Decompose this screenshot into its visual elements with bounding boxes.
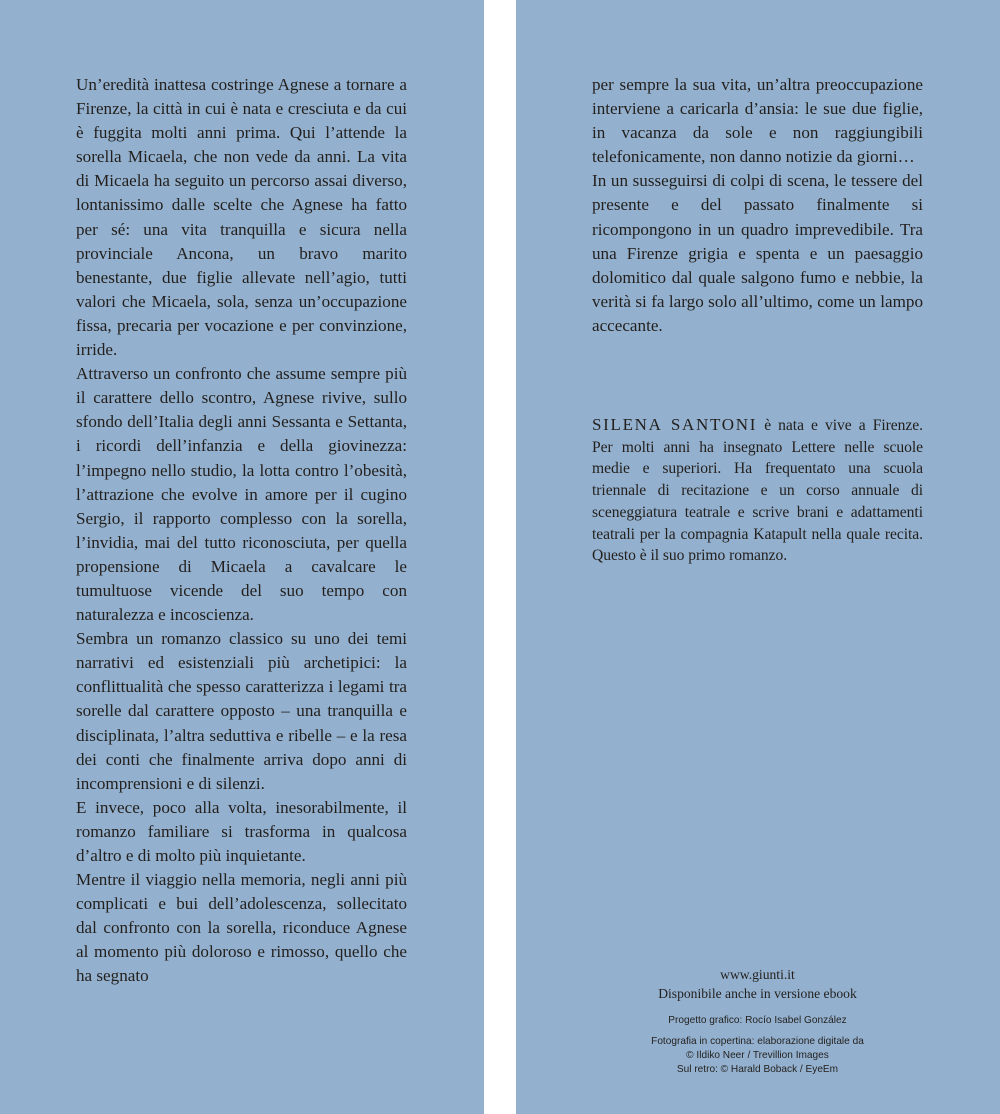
synopsis-paragraph-4: E invece, poco alla volta, inesorabilmente, il romanzo familiare si trasforma in qualcosa d’altro e di molto più inquietante. — [76, 797, 407, 865]
cover-photo-credit-line-2: © Ildiko Neer / Trevillion Images — [686, 1050, 829, 1061]
left-flap — [0, 0, 484, 1114]
ebook-note: Disponibile anche in versione ebook — [658, 986, 857, 1001]
publisher-website: www.giunti.it — [720, 967, 795, 982]
back-photo-credit: Sul retro: © Harald Boback / EyeEm — [676, 1064, 839, 1075]
synopsis-paragraph-6: per sempre la sua vita, un’altra preoccupazione interviene a caricarla d’ansia: le sue due figlie, in vacanza da sole e non raggiungibili telefonicamente, non danno notizie da giorni… — [592, 75, 923, 167]
author-name: SILENA SANTONI — [592, 415, 758, 434]
author-bio — [592, 414, 923, 567]
synopsis-paragraph-2: Attraverso un confronto che assume sempre più il carattere dello scontro, Agnese rivive, sullo sfondo dell’Italia degli anni Sessanta e Settanta, i ricordi dell’infanzia e della giovinezza: l’impegno nello studio, la lotta contro l’obesità, l’attrazione che evolve in amore per il cugino Sergio, il rapporto complesso con la sorella, l’invidia, mai del tutto riconosciuta, per quella propensione di Micaela a cavalcare le tumultuose vicende del suo tempo con naturalezza e incoscienza. — [76, 364, 407, 625]
synopsis-paragraph-5: Mentre il viaggio nella memoria, negli anni più complicati e bui dell’adolescenza, sollecitato dal confronto con la sorella, riconduce Agnese al momento più doloroso e rimosso, quello che ha segnato — [76, 870, 407, 986]
synopsis-paragraph-7: In un susseguirsi di colpi di scena, le tessere del presente e del passato finalmente si ricompongono in un quadro imprevedibile. Tra una Firenze grigia e spenta e un paesaggio dolomitico dal quale salgono fumo e nebbie, la verità si fa largo solo all’ultimo, come un lampo accecante. — [592, 171, 923, 335]
publisher-credits — [592, 965, 923, 1077]
design-credit: Progetto grafico: Rocío Isabel González — [668, 1015, 847, 1026]
synopsis-continued — [592, 73, 923, 338]
right-flap — [516, 0, 1000, 1114]
synopsis-text — [76, 73, 407, 989]
author-bio-text: è nata e vive a Firenze. Per molti anni ha insegnato Lettere nelle scuole medie e superiori. Ha frequentato una scuola triennale di recitazione e un corso annuale di sceneggiatura teatrale e scrive brani e adattamenti teatrali per la compagnia Katapult nella quale recita. Questo è il suo primo romanzo. — [592, 417, 923, 565]
synopsis-paragraph-1: Un’eredità inattesa costringe Agnese a tornare a Firenze, la città in cui è nata e cresciuta e da cui è fuggita molti anni prima. Qui l’attende la sorella Micaela, che non vede da anni. La vita di Micaela ha seguito un percorso assai diverso, lontanissimo dalle scelte che Agnese ha fatto per sé: una vita tranquilla e sicura nella provinciale Ancona, un bravo marito benestante, due figlie allevate nell’agio, tutti valori che Micaela, sola, senza un’occupazione fissa, precaria per vocazione e per convinzione, irride. — [76, 75, 407, 360]
cover-photo-credit-line-1: Fotografia in copertina: elaborazione digitale da — [651, 1036, 864, 1047]
author-bio-paragraph — [592, 414, 923, 567]
synopsis-paragraph-3: Sembra un romanzo classico su uno dei temi narrativi ed esistenziali più archetipici: la conflittualità che spesso caratterizza i legami tra sorelle dal carattere opposto – una tranquilla e disciplinata, l’altra seduttiva e ribelle – e la resa dei conti che finalmente arriva dopo anni di incomprensioni e di silenzi. — [76, 629, 407, 793]
